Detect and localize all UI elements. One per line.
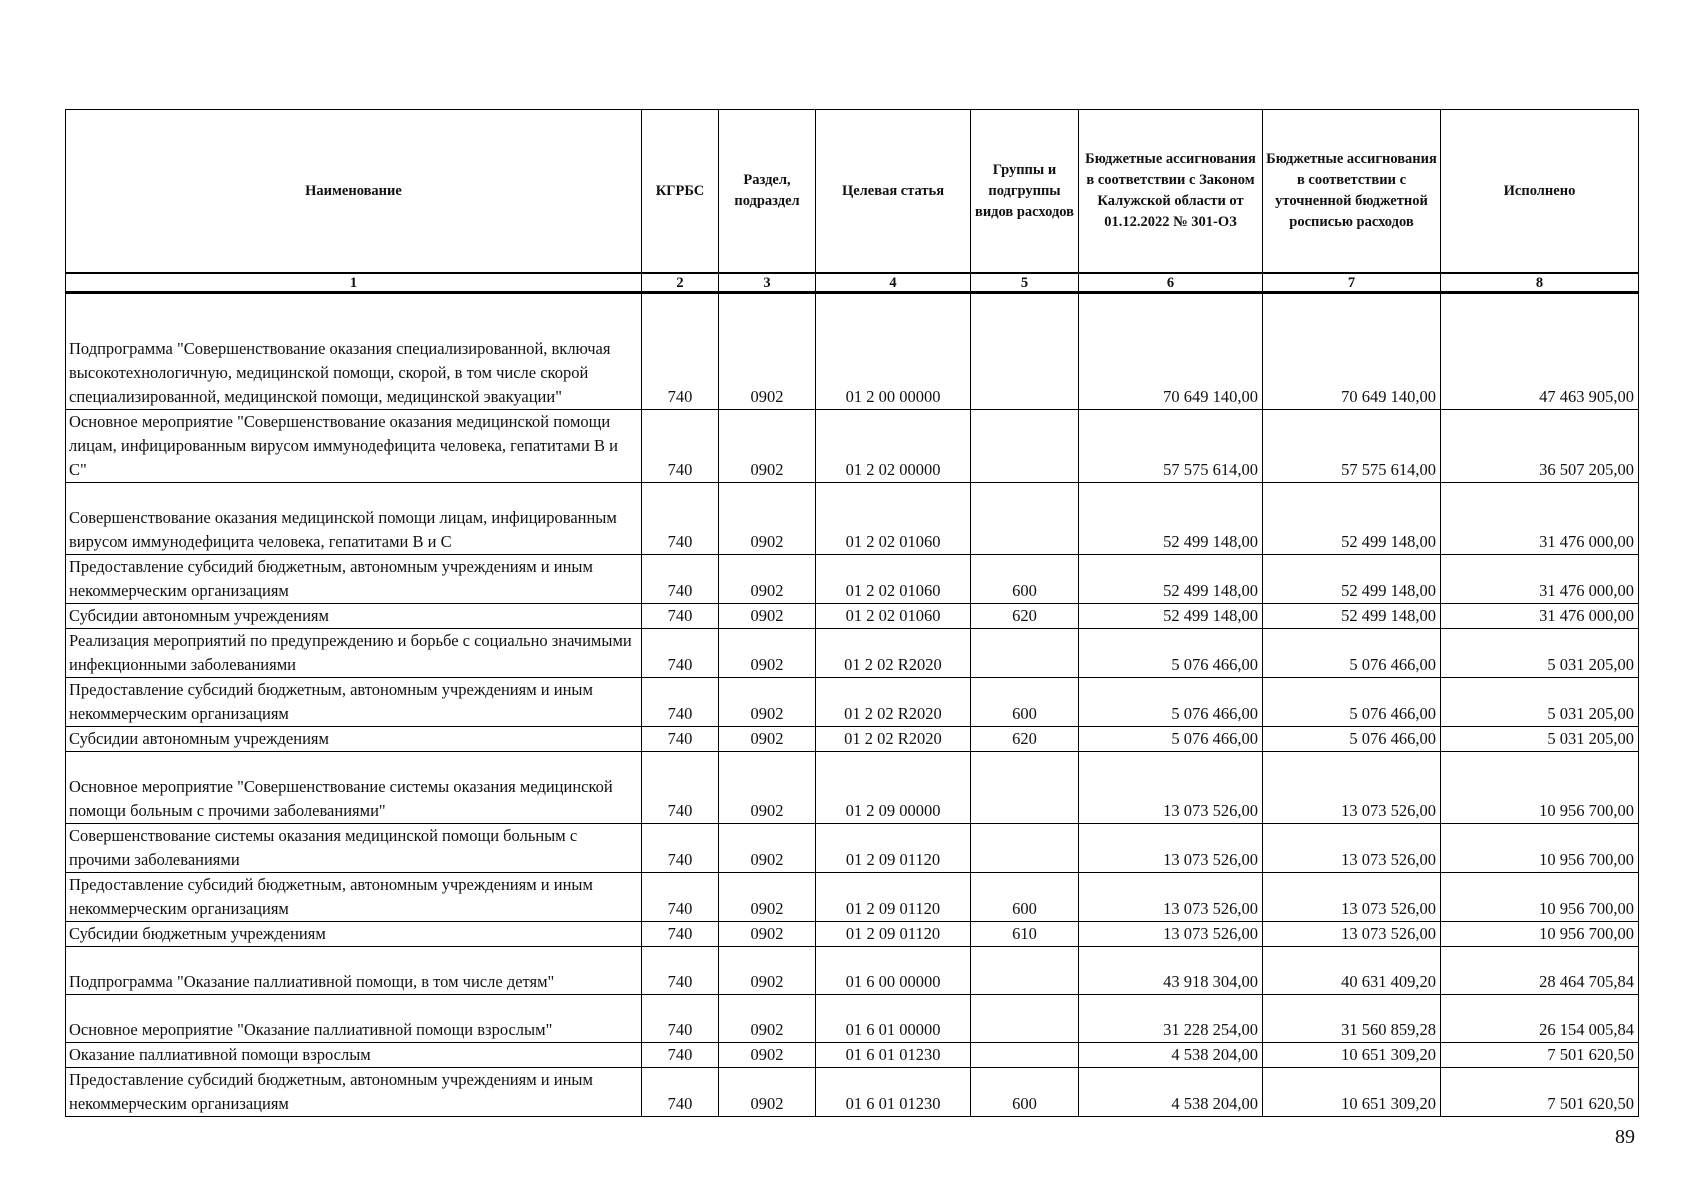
row-executed-amount: 26 154 005,84 bbox=[1441, 995, 1639, 1043]
column-number: 6 bbox=[1079, 273, 1263, 293]
row-expense-group bbox=[971, 947, 1079, 995]
row-law-amount: 31 228 254,00 bbox=[1079, 995, 1263, 1043]
row-target-article: 01 2 02 01060 bbox=[816, 483, 971, 555]
row-refined-amount: 57 575 614,00 bbox=[1263, 410, 1441, 483]
row-target-article: 01 2 02 R2020 bbox=[816, 678, 971, 727]
row-target-article: 01 2 09 01120 bbox=[816, 824, 971, 873]
row-target-article: 01 2 02 00000 bbox=[816, 410, 971, 483]
row-name: Оказание паллиативной помощи взрослым bbox=[66, 1043, 642, 1068]
row-refined-amount: 5 076 466,00 bbox=[1263, 629, 1441, 678]
row-expense-group: 600 bbox=[971, 678, 1079, 727]
row-name: Подпрограмма "Совершенствование оказания специализированной, включая высокотехнологичную, медицинской помощи, скорой, в том числе скорой специализированной, медицинской помощи, медицинской эвакуации" bbox=[66, 293, 642, 410]
table-row bbox=[66, 555, 1639, 604]
row-expense-group: 600 bbox=[971, 555, 1079, 604]
row-expense-group: 620 bbox=[971, 604, 1079, 629]
row-refined-amount: 70 649 140,00 bbox=[1263, 293, 1441, 410]
row-section: 0902 bbox=[719, 995, 816, 1043]
row-law-amount: 4 538 204,00 bbox=[1079, 1068, 1263, 1117]
row-expense-group bbox=[971, 752, 1079, 824]
table-row bbox=[66, 410, 1639, 483]
row-target-article: 01 2 09 01120 bbox=[816, 873, 971, 922]
row-target-article: 01 2 02 R2020 bbox=[816, 629, 971, 678]
header-row bbox=[66, 110, 1639, 274]
row-section: 0902 bbox=[719, 947, 816, 995]
row-law-amount: 52 499 148,00 bbox=[1079, 483, 1263, 555]
header-name: Наименование bbox=[66, 110, 642, 274]
column-number: 3 bbox=[719, 273, 816, 293]
row-kgrbs: 740 bbox=[642, 555, 719, 604]
row-section: 0902 bbox=[719, 1068, 816, 1117]
row-expense-group bbox=[971, 824, 1079, 873]
row-law-amount: 52 499 148,00 bbox=[1079, 604, 1263, 629]
row-refined-amount: 13 073 526,00 bbox=[1263, 824, 1441, 873]
row-refined-amount: 13 073 526,00 bbox=[1263, 922, 1441, 947]
row-section: 0902 bbox=[719, 922, 816, 947]
row-expense-group bbox=[971, 410, 1079, 483]
row-section: 0902 bbox=[719, 752, 816, 824]
row-refined-amount: 13 073 526,00 bbox=[1263, 873, 1441, 922]
row-expense-group bbox=[971, 293, 1079, 410]
row-law-amount: 5 076 466,00 bbox=[1079, 678, 1263, 727]
row-refined-amount: 5 076 466,00 bbox=[1263, 678, 1441, 727]
row-expense-group bbox=[971, 629, 1079, 678]
column-number: 8 bbox=[1441, 273, 1639, 293]
row-refined-amount: 52 499 148,00 bbox=[1263, 483, 1441, 555]
table-row bbox=[66, 483, 1639, 555]
row-law-amount: 70 649 140,00 bbox=[1079, 293, 1263, 410]
row-name: Совершенствование оказания медицинской помощи лицам, инфицированным вирусом иммунодефицита человека, гепатитами В и С bbox=[66, 483, 642, 555]
row-law-amount: 4 538 204,00 bbox=[1079, 1043, 1263, 1068]
row-executed-amount: 10 956 700,00 bbox=[1441, 922, 1639, 947]
row-section: 0902 bbox=[719, 678, 816, 727]
row-section: 0902 bbox=[719, 410, 816, 483]
row-section: 0902 bbox=[719, 873, 816, 922]
row-target-article: 01 2 02 01060 bbox=[816, 555, 971, 604]
row-executed-amount: 5 031 205,00 bbox=[1441, 629, 1639, 678]
page-number: 89 bbox=[1615, 1126, 1635, 1148]
row-refined-amount: 10 651 309,20 bbox=[1263, 1043, 1441, 1068]
row-law-amount: 13 073 526,00 bbox=[1079, 824, 1263, 873]
row-name: Предоставление субсидий бюджетным, автономным учреждениям и иным некоммерческим организациям bbox=[66, 1068, 642, 1117]
row-name: Предоставление субсидий бюджетным, автономным учреждениям и иным некоммерческим организациям bbox=[66, 555, 642, 604]
row-law-amount: 13 073 526,00 bbox=[1079, 752, 1263, 824]
row-target-article: 01 2 02 01060 bbox=[816, 604, 971, 629]
table-row bbox=[66, 922, 1639, 947]
row-expense-group bbox=[971, 1043, 1079, 1068]
row-name: Основное мероприятие "Совершенствование оказания медицинской помощи лицам, инфицированным вирусом иммунодефицита человека, гепатитами В и С" bbox=[66, 410, 642, 483]
row-expense-group: 600 bbox=[971, 873, 1079, 922]
row-kgrbs: 740 bbox=[642, 995, 719, 1043]
budget-table bbox=[65, 109, 1639, 1117]
column-number: 1 bbox=[66, 273, 642, 293]
header-target-article: Целевая статья bbox=[816, 110, 971, 274]
row-target-article: 01 2 00 00000 bbox=[816, 293, 971, 410]
row-kgrbs: 740 bbox=[642, 1043, 719, 1068]
column-number: 5 bbox=[971, 273, 1079, 293]
row-executed-amount: 28 464 705,84 bbox=[1441, 947, 1639, 995]
row-refined-amount: 52 499 148,00 bbox=[1263, 604, 1441, 629]
table-row bbox=[66, 678, 1639, 727]
row-target-article: 01 2 09 01120 bbox=[816, 922, 971, 947]
row-executed-amount: 10 956 700,00 bbox=[1441, 873, 1639, 922]
header-law-allocations: Бюджетные ассигнования в соответствии с Законом Калужской области от 01.12.2022 № 301-ОЗ bbox=[1079, 110, 1263, 274]
row-kgrbs: 740 bbox=[642, 604, 719, 629]
row-expense-group bbox=[971, 483, 1079, 555]
row-executed-amount: 10 956 700,00 bbox=[1441, 752, 1639, 824]
row-target-article: 01 6 01 01230 bbox=[816, 1068, 971, 1117]
row-kgrbs: 740 bbox=[642, 727, 719, 752]
row-expense-group bbox=[971, 995, 1079, 1043]
row-executed-amount: 7 501 620,50 bbox=[1441, 1068, 1639, 1117]
row-law-amount: 13 073 526,00 bbox=[1079, 873, 1263, 922]
row-refined-amount: 13 073 526,00 bbox=[1263, 752, 1441, 824]
row-law-amount: 52 499 148,00 bbox=[1079, 555, 1263, 604]
header-refined-allocations: Бюджетные ассигнования в соответствии с уточненной бюджетной росписью расходов bbox=[1263, 110, 1441, 274]
row-name: Субсидии автономным учреждениям bbox=[66, 604, 642, 629]
table-row bbox=[66, 947, 1639, 995]
row-name: Подпрограмма "Оказание паллиативной помощи, в том числе детям" bbox=[66, 947, 642, 995]
column-number: 7 bbox=[1263, 273, 1441, 293]
row-kgrbs: 740 bbox=[642, 947, 719, 995]
row-kgrbs: 740 bbox=[642, 873, 719, 922]
row-kgrbs: 740 bbox=[642, 1068, 719, 1117]
table-row bbox=[66, 1068, 1639, 1117]
row-executed-amount: 7 501 620,50 bbox=[1441, 1043, 1639, 1068]
row-section: 0902 bbox=[719, 727, 816, 752]
row-refined-amount: 31 560 859,28 bbox=[1263, 995, 1441, 1043]
row-expense-group: 610 bbox=[971, 922, 1079, 947]
row-section: 0902 bbox=[719, 604, 816, 629]
row-law-amount: 43 918 304,00 bbox=[1079, 947, 1263, 995]
row-law-amount: 13 073 526,00 bbox=[1079, 922, 1263, 947]
table-row bbox=[66, 727, 1639, 752]
row-law-amount: 57 575 614,00 bbox=[1079, 410, 1263, 483]
table-row bbox=[66, 1043, 1639, 1068]
row-target-article: 01 2 09 00000 bbox=[816, 752, 971, 824]
table-row bbox=[66, 629, 1639, 678]
row-name: Субсидии бюджетным учреждениям bbox=[66, 922, 642, 947]
row-refined-amount: 5 076 466,00 bbox=[1263, 727, 1441, 752]
row-target-article: 01 6 01 00000 bbox=[816, 995, 971, 1043]
row-name: Основное мероприятие "Оказание паллиативной помощи взрослым" bbox=[66, 995, 642, 1043]
row-section: 0902 bbox=[719, 824, 816, 873]
row-refined-amount: 40 631 409,20 bbox=[1263, 947, 1441, 995]
header-executed: Исполнено bbox=[1441, 110, 1639, 274]
column-number: 2 bbox=[642, 273, 719, 293]
row-kgrbs: 740 bbox=[642, 922, 719, 947]
row-expense-group: 600 bbox=[971, 1068, 1079, 1117]
row-kgrbs: 740 bbox=[642, 824, 719, 873]
row-kgrbs: 740 bbox=[642, 410, 719, 483]
row-executed-amount: 5 031 205,00 bbox=[1441, 727, 1639, 752]
row-section: 0902 bbox=[719, 483, 816, 555]
row-target-article: 01 6 01 01230 bbox=[816, 1043, 971, 1068]
row-name: Предоставление субсидий бюджетным, автономным учреждениям и иным некоммерческим организациям bbox=[66, 678, 642, 727]
row-kgrbs: 740 bbox=[642, 629, 719, 678]
table-row bbox=[66, 604, 1639, 629]
row-section: 0902 bbox=[719, 293, 816, 410]
row-refined-amount: 10 651 309,20 bbox=[1263, 1068, 1441, 1117]
header-section: Раздел, подраздел bbox=[719, 110, 816, 274]
table-row bbox=[66, 873, 1639, 922]
row-kgrbs: 740 bbox=[642, 293, 719, 410]
header-kgrbs: КГРБС bbox=[642, 110, 719, 274]
header-expense-groups: Группы и подгруппы видов расходов bbox=[971, 110, 1079, 274]
row-kgrbs: 740 bbox=[642, 678, 719, 727]
row-name: Реализация мероприятий по предупреждению и борьбе с социально значимыми инфекционными заболеваниями bbox=[66, 629, 642, 678]
row-executed-amount: 31 476 000,00 bbox=[1441, 555, 1639, 604]
row-kgrbs: 740 bbox=[642, 483, 719, 555]
row-executed-amount: 36 507 205,00 bbox=[1441, 410, 1639, 483]
column-number-row bbox=[66, 273, 1639, 293]
row-target-article: 01 2 02 R2020 bbox=[816, 727, 971, 752]
row-executed-amount: 10 956 700,00 bbox=[1441, 824, 1639, 873]
row-target-article: 01 6 00 00000 bbox=[816, 947, 971, 995]
row-expense-group: 620 bbox=[971, 727, 1079, 752]
row-section: 0902 bbox=[719, 555, 816, 604]
table-row bbox=[66, 995, 1639, 1043]
row-executed-amount: 31 476 000,00 bbox=[1441, 483, 1639, 555]
row-law-amount: 5 076 466,00 bbox=[1079, 629, 1263, 678]
row-kgrbs: 740 bbox=[642, 752, 719, 824]
row-executed-amount: 31 476 000,00 bbox=[1441, 604, 1639, 629]
column-number: 4 bbox=[816, 273, 971, 293]
row-name: Совершенствование системы оказания медицинской помощи больным с прочими заболеваниями bbox=[66, 824, 642, 873]
row-executed-amount: 5 031 205,00 bbox=[1441, 678, 1639, 727]
row-section: 0902 bbox=[719, 1043, 816, 1068]
table-row bbox=[66, 752, 1639, 824]
table-row bbox=[66, 824, 1639, 873]
row-law-amount: 5 076 466,00 bbox=[1079, 727, 1263, 752]
row-name: Субсидии автономным учреждениям bbox=[66, 727, 642, 752]
row-name: Предоставление субсидий бюджетным, автономным учреждениям и иным некоммерческим организациям bbox=[66, 873, 642, 922]
row-executed-amount: 47 463 905,00 bbox=[1441, 293, 1639, 410]
table-row bbox=[66, 293, 1639, 410]
row-refined-amount: 52 499 148,00 bbox=[1263, 555, 1441, 604]
row-name: Основное мероприятие "Совершенствование системы оказания медицинской помощи больным с прочими заболеваниями" bbox=[66, 752, 642, 824]
row-section: 0902 bbox=[719, 629, 816, 678]
